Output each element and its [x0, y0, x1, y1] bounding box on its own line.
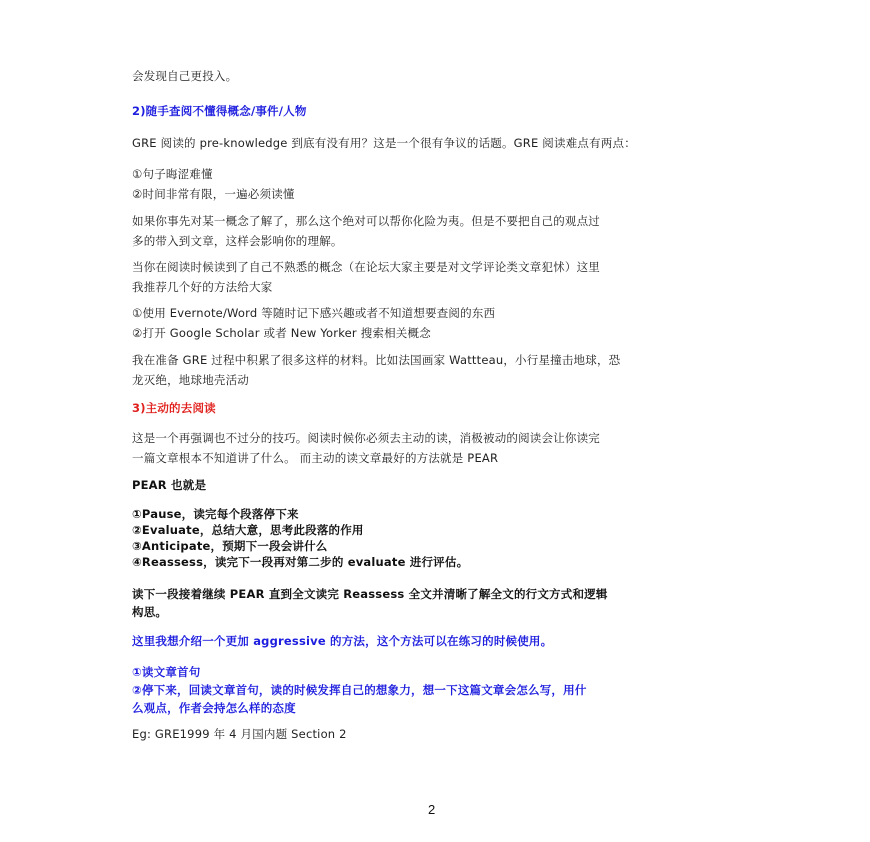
text-line: 当你在阅读时候读到了自己不熟悉的概念（在论坛大家主要是对文学评论类文章犯怵）这里 — [132, 260, 600, 274]
text-line: 读下一段接着继续 PEAR 直到全文读完 Reassess 全文并清晰了解全文的行文方式和逻辑 — [132, 587, 608, 601]
difficulty-list — [132, 164, 747, 204]
aggressive-method-intro — [132, 631, 747, 651]
list-item: ②Evaluate，总结大意，思考此段落的作用 — [132, 523, 364, 537]
text-line: 一篇文章根本不知道讲了什么。 而主动的读文章最好的方法就是 PEAR — [132, 451, 499, 465]
list-item: ②打开 Google Scholar 或者 New Yorker 搜索相关概念 — [132, 326, 431, 340]
advice-paragraph — [132, 211, 747, 251]
text-line: GRE 阅读的 pre-knowledge 到底有没有用？这是一个很有争议的话题。GRE 阅读难点有两点： — [132, 136, 636, 150]
list-item: 么观点，作者会持怎么样的态度 — [132, 701, 296, 715]
list-item: ②时间非常有限，一遍必须读懂 — [132, 187, 295, 201]
list-item: ④Reassess，读完下一段再对第二步的 evaluate 进行评估。 — [132, 555, 469, 569]
text-line: 构思。 — [132, 605, 168, 619]
aggressive-step-list — [132, 663, 747, 717]
example-reference — [132, 724, 747, 744]
list-item: ①读文章首句 — [132, 665, 201, 679]
text-line: 我在准备 GRE 过程中积累了很多这样的材料。比如法国画家 Wattteau，小行星撞击地球，恐 — [132, 353, 621, 367]
section-2-intro — [132, 133, 747, 153]
heading-text: 2)随手查阅不懂得概念/事件/人物 — [132, 104, 307, 118]
heading-text: 3)主动的去阅读 — [132, 401, 216, 415]
list-item: ③Anticipate，预期下一段会讲什么 — [132, 539, 328, 553]
text-line: 多的带入到文章，这样会影响你的理解。 — [132, 234, 343, 248]
continue-paragraph — [132, 585, 747, 621]
active-reading-paragraph — [132, 428, 747, 468]
unfamiliar-concepts-paragraph — [132, 257, 747, 297]
text-line: 这里我想介绍一个更加 aggressive 的方法，这个方法可以在练习的时候使用。 — [132, 634, 553, 648]
text-line: 我推荐几个好的方法给大家 — [132, 280, 273, 294]
text-line: Eg: GRE1999 年 4 月国内题 Section 2 — [132, 727, 347, 741]
list-item: ①Pause，读完每个段落停下来 — [132, 507, 299, 521]
method-list — [132, 303, 747, 343]
paragraph-continuation — [132, 66, 747, 86]
pear-title — [132, 475, 747, 495]
pear-step-list — [132, 506, 747, 570]
section-2-heading — [132, 101, 747, 121]
list-item: ①句子晦涩难懂 — [132, 167, 213, 181]
list-item: ①使用 Evernote/Word 等随时记下感兴趣或者不知道想要查阅的东西 — [132, 306, 496, 320]
page-number: 2 — [428, 802, 436, 817]
materials-paragraph — [132, 350, 747, 390]
text-line: 如果你事先对某一概念了解了，那么这个绝对可以帮你化险为夷。但是不要把自己的观点过 — [132, 214, 600, 228]
text-line: 龙灭绝，地球地壳活动 — [132, 373, 249, 387]
text-line: 这是一个再强调也不过分的技巧。阅读时候你必须去主动的读，消极被动的阅读会让你读完 — [132, 431, 600, 445]
text-line: PEAR 也就是 — [132, 478, 207, 492]
section-3-heading — [132, 398, 747, 418]
list-item: ②停下来，回读文章首句，读的时候发挥自己的想象力，想一下这篇文章会怎么写，用什 — [132, 683, 587, 697]
text-line: 会发现自己更投入。 — [132, 69, 238, 83]
